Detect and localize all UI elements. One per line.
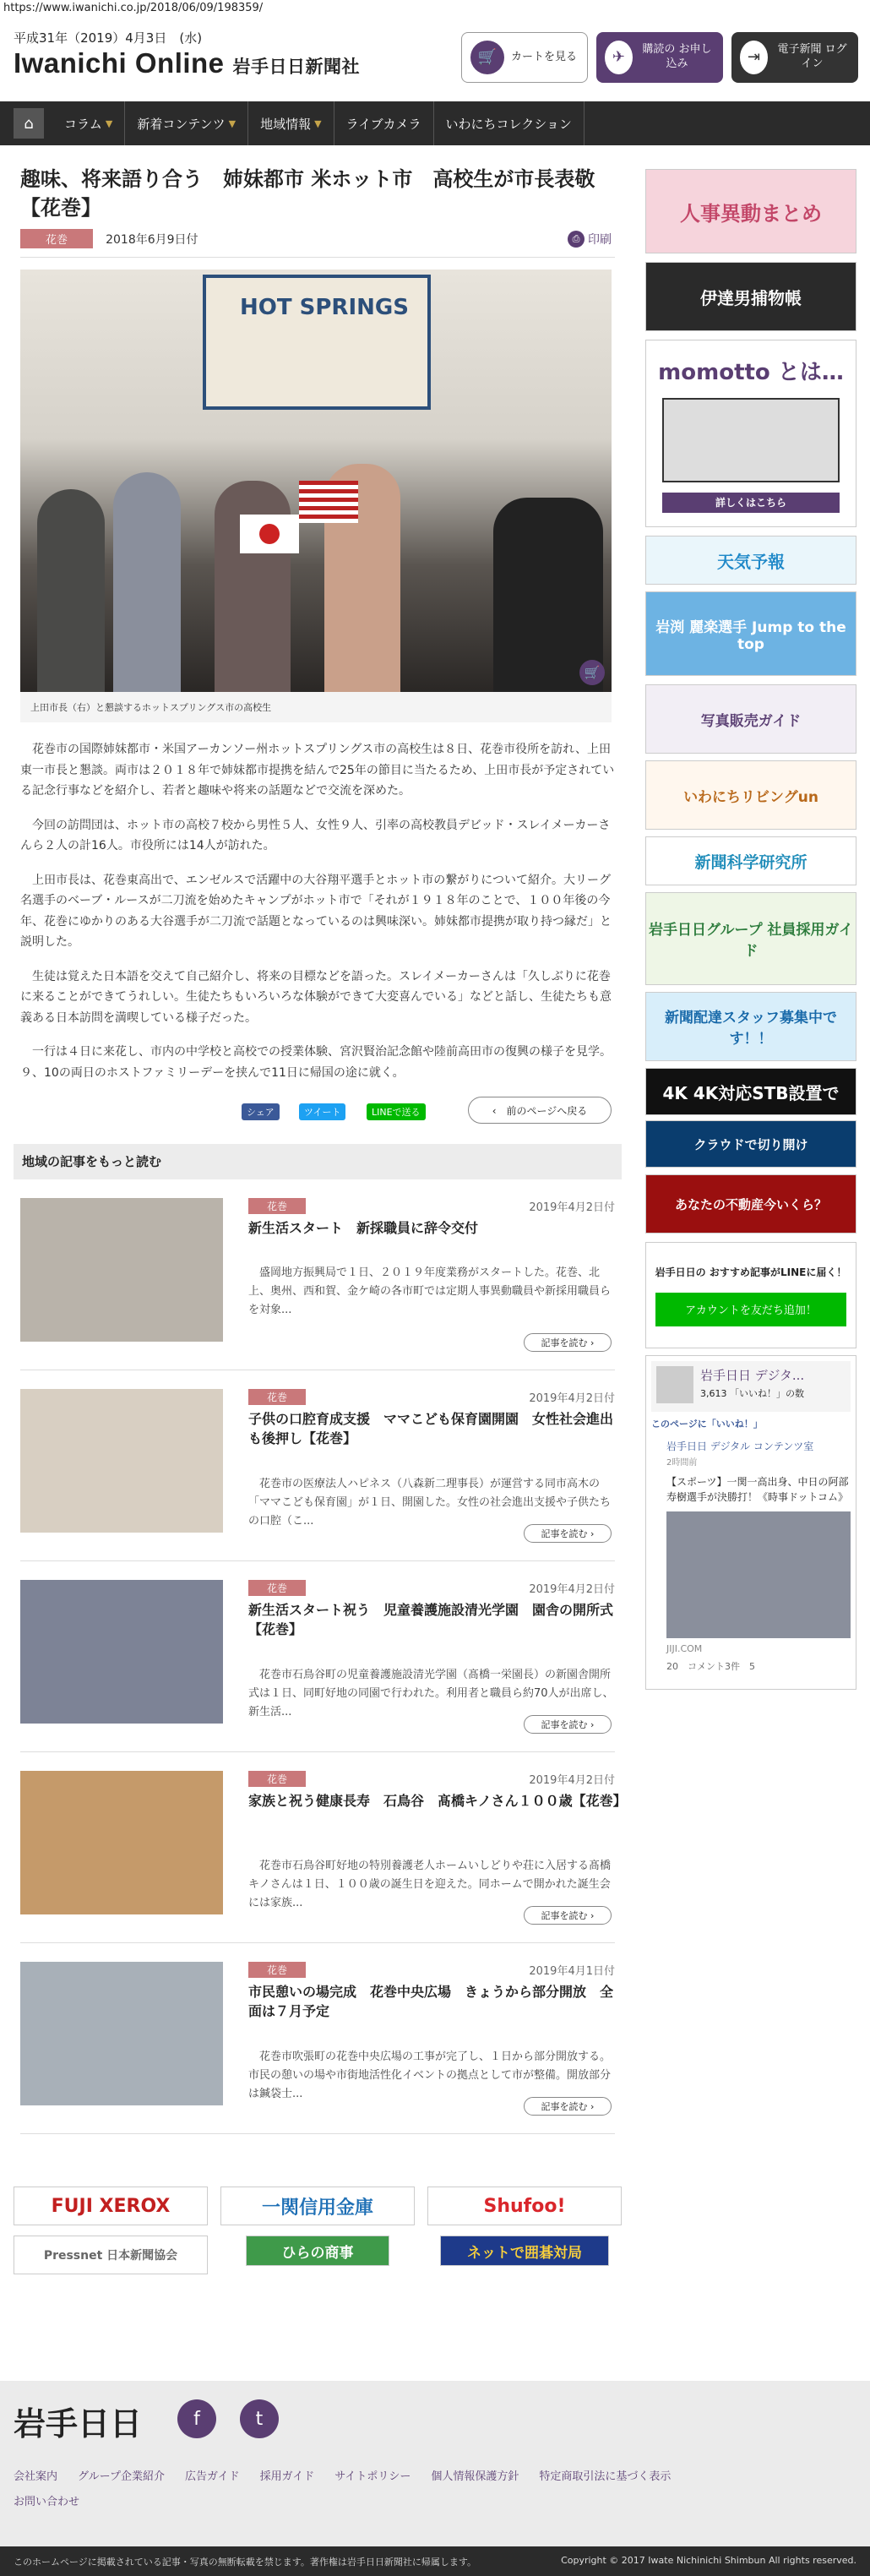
ad-realestate[interactable]: あなたの不動産今いくら？: [645, 1174, 856, 1234]
footer-link[interactable]: 採用ガイド: [259, 2470, 315, 2483]
article-link-title[interactable]: 市民憩いの場完成 花巻中央広場 きょうから部分開放 全面は７月予定: [248, 1984, 614, 2020]
contact-link[interactable]: お問い合わせ: [14, 2496, 80, 2508]
site-footer: [0, 2381, 870, 2576]
list-item[interactable]: [20, 1943, 615, 2134]
nav-item-live-camera[interactable]: ライブカメラ: [334, 101, 434, 145]
article-date: 2019年4月2日付: [529, 1392, 615, 1406]
article-excerpt: 花巻市吹張町の花巻中央広場の工事が完了し、１日から部分開放する。市民の憩いの場や市街地活性化イベントの拠点として市が整備。開放部分は鍼袋士...: [248, 2050, 612, 2101]
ad-photo-sales[interactable]: 写真販売ガイド: [645, 684, 856, 754]
article-meta: [20, 229, 615, 258]
photo-cart-icon[interactable]: 🛒: [579, 660, 605, 685]
article-thumbnail: [20, 1198, 223, 1342]
ad-recruit[interactable]: 岩手日日グループ 社員採用ガイド: [645, 892, 856, 985]
article-main: [14, 159, 627, 2134]
article-excerpt: 盛岡地方振興局で１日、２０１９年度業務がスタートした。花巻、北上、奥州、西和賀、金ケ崎の各市町では定期人事異動職員や新採用職員らを対象...: [248, 1266, 612, 1317]
article-paragraph: 今回の訪問団は、ホット市の高校７校から男性５人、女性９人、引率の高校教員デビッド・スレイメーカーさんら２人の計16人。市役所には14人が訪れた。: [20, 818, 611, 853]
ad-cloud[interactable]: クラウドで切り開け: [645, 1120, 856, 1168]
category-tag: 花巻: [248, 1962, 306, 1978]
list-item[interactable]: [20, 1179, 615, 1370]
fb-post-text: 【スポーツ】一関一高出身、中日の阿部寿樹選手が決勝打！《時事ドットコム》: [666, 1476, 849, 1503]
article-paragraph: 上田市長は、花巻東高出で、エンゼルスで活躍中の大谷翔平選手とホット市の繋がりについて紹介。大リーグ名選手のベーブ・ルースが二刀流を始めたキャンプがホット市で「それが１９１８年のことで、１００年後の今年、花巻にゆかりのある大谷選手が二刀流で話題となっているのは興味深い。姉妹都市提携が取り持つ縁だ」と説明した。: [20, 873, 612, 950]
nav-item-local-info[interactable]: 地域情報 ▼: [248, 101, 334, 145]
article-thumbnail: [20, 1771, 223, 1914]
login-button-label: 電子新聞 ログイン: [777, 43, 847, 70]
site-logo[interactable]: [14, 47, 360, 79]
chevron-left-icon: ‹: [492, 1104, 507, 1117]
url-bar: https://www.iwanichi.co.jp/2018/06/09/198359/: [0, 0, 870, 17]
hot-springs-banner: HOT SPRINGS: [203, 275, 431, 410]
footer-link[interactable]: 会社案内: [14, 2470, 58, 2483]
line-box-title: 岩手日日の おすすめ記事がLINEに届く！: [655, 1266, 847, 1278]
banner-pressnet[interactable]: Pressnet 日本新聞協会: [14, 2236, 208, 2274]
main-nav: [0, 101, 870, 145]
article-thumbnail: [20, 1389, 223, 1533]
cart-button-label: カートを見る: [511, 50, 578, 63]
article-link-title[interactable]: 家族と祝う健康長寿 石鳥谷 髙橋キノさん１００歳【花巻】: [248, 1793, 627, 1810]
footer-logo[interactable]: 岩手日日: [14, 2404, 143, 2443]
article-paragraph: 花巻市の国際姉妹都市・米国アーカンソー州ホットスプリングス市の高校生は８日、花巻市役所を訪れ、上田東一市長と懇談。両市は２０１８年で姉妹都市提携を結んで25年の節目に当たるため、上田市長が予定されている記念行事などを紹介し、若者と趣味や将来の話題などで交流を深めた。: [20, 743, 615, 798]
read-more-button[interactable]: 記事を読む ›: [524, 1333, 612, 1352]
fb-like-page-button[interactable]: このページに「いいね！」: [651, 1419, 763, 1430]
home-icon[interactable]: ⌂: [14, 108, 44, 139]
fb-post-image[interactable]: [666, 1511, 851, 1638]
photo-caption: 上田市長（右）と懇談するホットスプリングス市の高校生: [20, 692, 612, 722]
ad-4k[interactable]: 4K 4K対応STB設置で: [645, 1068, 856, 1115]
ad-weather[interactable]: 天気予報: [645, 536, 856, 585]
japan-flag: [240, 515, 299, 553]
line-box: [645, 1242, 856, 1348]
cart-button[interactable]: [461, 32, 588, 83]
footer-bottom-bar: [0, 2546, 870, 2576]
chevron-down-icon: ▼: [105, 117, 113, 129]
banner-igo[interactable]: ネットで囲碁対局: [440, 2236, 609, 2266]
article-thumbnail: [20, 1962, 223, 2105]
facebook-icon[interactable]: f: [177, 2399, 216, 2438]
chevron-down-icon: ▼: [314, 117, 322, 129]
line-add-friend-button[interactable]: アカウントを友だち追加！: [655, 1293, 846, 1326]
line-share-button[interactable]: LINEで送る: [367, 1103, 426, 1120]
fb-page-header[interactable]: [651, 1361, 851, 1412]
person-figure: [37, 489, 105, 692]
article-date: 2019年4月2日付: [529, 1583, 615, 1597]
read-more-button[interactable]: 記事を読む ›: [524, 1715, 612, 1734]
copyright: Copyright © 2017 Iwate Nichinichi Shimbun All rights reserved.: [561, 2555, 856, 2566]
fb-post-time: 2時間前: [666, 1458, 698, 1468]
copyright-notice: このホームページに掲載されている記事・写真の無断転載を禁じます。著作権は岩手日日新聞社に帰属します。: [14, 2557, 477, 2568]
us-flag: [299, 481, 358, 523]
twitter-share-button[interactable]: ツイート: [299, 1103, 345, 1120]
article-date: 2018年6月9日付: [106, 233, 198, 248]
momotto-detail-button[interactable]: 詳しくはこちら: [662, 493, 840, 513]
fb-page-name: 岩手日日 デジタ...: [700, 1368, 805, 1383]
ad-personnel[interactable]: 人事異動まとめ: [645, 169, 856, 253]
banner-shufoo[interactable]: Shufoo!: [427, 2187, 622, 2225]
logo-text: Iwanichi Online: [14, 47, 225, 79]
facebook-share-button[interactable]: シェア: [242, 1103, 280, 1120]
ad-iwabuchi[interactable]: 岩渕 麗楽選手 Jump to the top: [645, 591, 856, 676]
footer-link[interactable]: 広告ガイド: [184, 2470, 240, 2483]
category-tag: 花巻: [248, 1198, 306, 1214]
ad-living[interactable]: いわにちリビングun: [645, 760, 856, 830]
category-tag: 花巻: [248, 1389, 306, 1405]
list-item[interactable]: [20, 1752, 627, 1943]
person-figure: [215, 481, 291, 692]
article-photo: [20, 270, 612, 692]
fb-page-avatar: [656, 1366, 693, 1403]
printer-icon: ⎙: [568, 231, 585, 248]
fb-post-title[interactable]: 岩手日日 デジタル コンテンツ室: [666, 1440, 814, 1452]
logo-sub: 岩手日日新聞社: [232, 57, 361, 77]
ad-momotto[interactable]: [645, 340, 856, 527]
read-more-button[interactable]: 記事を読む ›: [524, 1906, 612, 1925]
list-item[interactable]: [20, 1370, 615, 1561]
nav-item-column[interactable]: コラム ▼: [52, 101, 125, 145]
footer-link[interactable]: グループ企業紹介: [78, 2470, 165, 2483]
article-excerpt: 花巻市の医療法人ハピネス（八森新二理事長）が運営する同市高木の「ママこども保育園」が１日、開園した。女性の社会進出支援や子供たちの口腔（こ...: [248, 1478, 612, 1528]
person-figure: [113, 472, 181, 692]
current-date: 平成31年（2019）4月3日 (水): [14, 30, 203, 46]
login-icon: ⇥: [740, 41, 768, 74]
banner-fujixerox[interactable]: FUJI XEROX: [14, 2187, 208, 2225]
article-excerpt: 花巻市石鳥谷町の児童養護施設清光学園（髙橋一栄園長）の新園舎開所式は１日、同町好地の同園で行われた。利用者と職員ら約70人が出席し、新生活...: [248, 1669, 614, 1719]
back-button[interactable]: ‹ 前のページへ戻る: [468, 1097, 612, 1124]
read-more-button[interactable]: 記事を読む ›: [524, 2097, 612, 2116]
login-button[interactable]: [731, 32, 858, 83]
device-image: [662, 398, 840, 482]
list-item[interactable]: [20, 1561, 615, 1752]
bird-icon: ✈: [605, 41, 633, 74]
nav-item-new-content[interactable]: 新着コンテンツ ▼: [125, 101, 248, 145]
article-link-title[interactable]: 子供の口腔育成支援 ママこども保育園開園 女性社会進出も後押し【花巻】: [248, 1411, 614, 1447]
fb-post-stats: 20 コメント3件 5: [666, 1661, 755, 1672]
article-date: 2019年4月2日付: [529, 1774, 615, 1788]
category-tag[interactable]: 花巻: [20, 229, 93, 248]
chevron-down-icon: ▼: [228, 117, 237, 129]
article-excerpt: 花巻市石鳥谷町好地の特別養護老人ホームいしどりや荘に入居する髙橋キノさんは１日、１００歳の誕生日を迎えた。同ホームで開かれた誕生会には家族...: [248, 1860, 612, 1910]
article-paragraph: 生徒は覚えた日本語を交えて自己紹介し、将来の目標などを語った。スレイメーカーさんは「久しぶりに花巻に来ることができてうれしい。生徒たちもいろいろな体験ができて大変喜んでいる」などと話し、生徒たちも意義ある日本訪問を満喫している様子だった。: [20, 969, 612, 1025]
nav-item-collection[interactable]: いわにちコレクション: [434, 101, 585, 145]
article-date: 2019年4月1日付: [529, 1965, 615, 1979]
share-bar: [20, 1097, 615, 1130]
print-button[interactable]: ⎙ 印刷: [568, 231, 612, 248]
footer-link[interactable]: サイトポリシー: [334, 2470, 411, 2483]
more-articles-heading: 地域の記事をもっと読む: [14, 1144, 622, 1179]
ad-datemen[interactable]: 伊達男捕物帳: [645, 262, 856, 331]
ad-delivery-staff[interactable]: 新聞配達スタッフ募集中です！！: [645, 992, 856, 1061]
footer-link[interactable]: 特定商取引法に基づく表示: [539, 2470, 672, 2483]
category-tag: 花巻: [248, 1580, 306, 1596]
momotto-title: momotto とは…: [658, 359, 844, 385]
facebook-widget: [645, 1355, 856, 1690]
article-title: 趣味、将来語り合う 姉妹都市 米ホット市 高校生が市長表敬【花巻】: [20, 167, 595, 220]
footer-links: [14, 2467, 691, 2483]
fb-like-count: 3,613 「いいね！」の数: [700, 1388, 804, 1399]
article-date: 2019年4月2日付: [529, 1201, 615, 1215]
article-thumbnail: [20, 1580, 223, 1724]
cart-icon: 🛒: [470, 41, 504, 74]
subscribe-button[interactable]: [596, 32, 723, 83]
twitter-icon[interactable]: t: [240, 2399, 279, 2438]
article-body: [20, 739, 615, 1083]
article-paragraph: 一行は４日に来花し、市内の中学校と高校での授業体験、宮沢賢治記念館や陸前高田市の復興の様子を見学。９、10の両日のホストファミリーデーを挟んで11日に帰国の途に就く。: [20, 1045, 612, 1080]
footer-link[interactable]: 個人情報保護方針: [431, 2470, 519, 2483]
banner-hirano-shoji[interactable]: ひらの商事: [246, 2236, 389, 2266]
article-link-title[interactable]: 新生活スタート 新採職員に辞令交付: [248, 1220, 479, 1237]
fb-post-source: JIJI.COM: [666, 1643, 703, 1654]
subscribe-button-label: 購読の お申し込み: [642, 43, 712, 70]
banner-ichinoseki-shinkin[interactable]: 一関信用金庫: [220, 2187, 415, 2225]
read-more-button[interactable]: 記事を読む ›: [524, 1524, 612, 1543]
site-header: [0, 17, 870, 98]
category-tag: 花巻: [248, 1771, 306, 1787]
article-link-title[interactable]: 新生活スタート祝う 児童養護施設清光学園 園舎の開所式【花巻】: [248, 1602, 614, 1638]
ad-science-lab[interactable]: 新聞科学研究所: [645, 836, 856, 885]
